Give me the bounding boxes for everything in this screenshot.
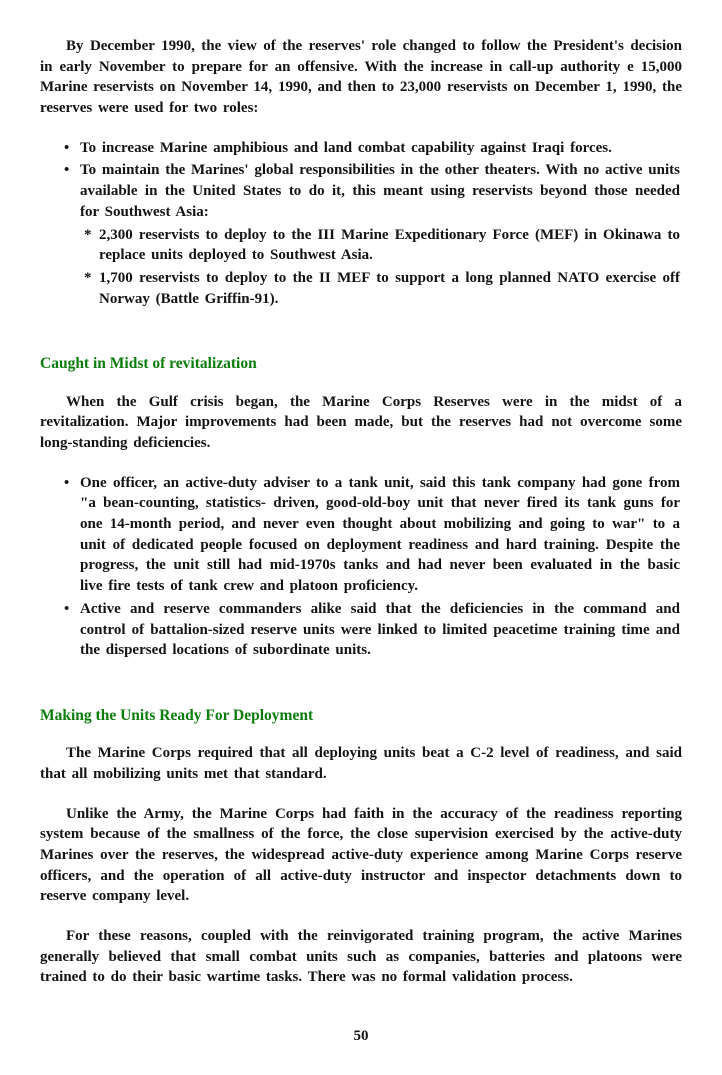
list-item-text: To maintain the Marines' global responsibilities in the other theaters. With no active units available in the United States to do it, this meant using reservists beyond those needed for Southwest Asia: <box>80 162 680 220</box>
asterisk-icon: * <box>84 269 92 286</box>
list-item <box>40 473 682 597</box>
sub-list-item-text: 2,300 reservists to deploy to the III Marine Expeditionary Force (MEF) in Okinawa to replace units deployed to Southwest Asia. <box>99 226 680 264</box>
list-item-text: One officer, an active-duty adviser to a tank unit, said this tank company had gone from "a bean-counting, statistics- driven, good-old-boy unit that never fired its tank guns for one 14-month period, and never even thought about mobilizing and going to war" to a unit of dedicated people focused on deployment readiness and hard training. Despite the progress, the unit still had mid-1970s tanks and had never been evaluated in the basic live fire tests of tank crew and platoon proficiency. <box>80 474 680 595</box>
sub-list-item <box>84 268 682 309</box>
bullet-icon: • <box>64 139 70 156</box>
sub-list-item <box>84 225 682 266</box>
section-heading-deployment: Making the Units Ready For Deployment <box>40 706 314 724</box>
asterisk-icon: * <box>84 226 92 243</box>
page-number: 50 <box>353 1028 369 1045</box>
list-item <box>40 138 682 159</box>
bullet-icon: • <box>64 600 70 617</box>
bullet-icon: • <box>64 162 70 179</box>
sub-list-item-text: 1,700 reservists to deploy to the II MEF to support a long planned NATO exercise off Norway (Battle Griffin-91). <box>99 269 680 307</box>
bullet-icon: • <box>64 474 70 491</box>
list-item-text: Active and reserve commanders alike said that the deficiencies in the command and control of battalion-sized reserve units were linked to limited peacetime training time and the dispersed locations of subordinate units. <box>80 600 680 659</box>
paragraph-intro: By December 1990, the view of the reserves' role changed to follow the President's decision in early November to prepare for an offensive. With the increase in call-up authority e 15,000 Marine reservists on November 14, 1990, and then to 23,000 reservists on December 1, 1990, the reserves were used for two roles: <box>40 38 682 117</box>
bullet-list-deficiencies <box>40 473 682 661</box>
paragraph-readiness: The Marine Corps required that all deploying units beat a C-2 level of readiness, and said that all mobilizing units met that standard. <box>40 745 682 782</box>
list-item <box>40 160 682 222</box>
bullet-list-roles <box>40 138 682 310</box>
paragraph-army-comparison: Unlike the Army, the Marine Corps had faith in the accuracy of the readiness reporting system because of the smallness of the force, the close supervision exercised by the active-duty Marines over the reserves, the widespread active-duty experience among Marine Corps reserve officers, and the operation of all active-duty instructor and inspector detachments down to reserve company level. <box>40 805 682 905</box>
paragraph-revitalization: When the Gulf crisis began, the Marine Corps Reserves were in the midst of a revitalization. Major improvements had been made, but the reserves had not overcome some long-standing deficiencies. <box>40 393 682 451</box>
list-item <box>40 599 682 661</box>
section-heading-revitalization: Caught in Midst of revitalization <box>40 355 257 373</box>
paragraph-conclusion: For these reasons, coupled with the reinvigorated training program, the active Marines generally believed that small combat units such as companies, batteries and platoons were trained to do their basic wartime tasks. There was no formal validation process. <box>40 928 682 986</box>
list-item-text: To increase Marine amphibious and land combat capability against Iraqi forces. <box>80 139 612 156</box>
